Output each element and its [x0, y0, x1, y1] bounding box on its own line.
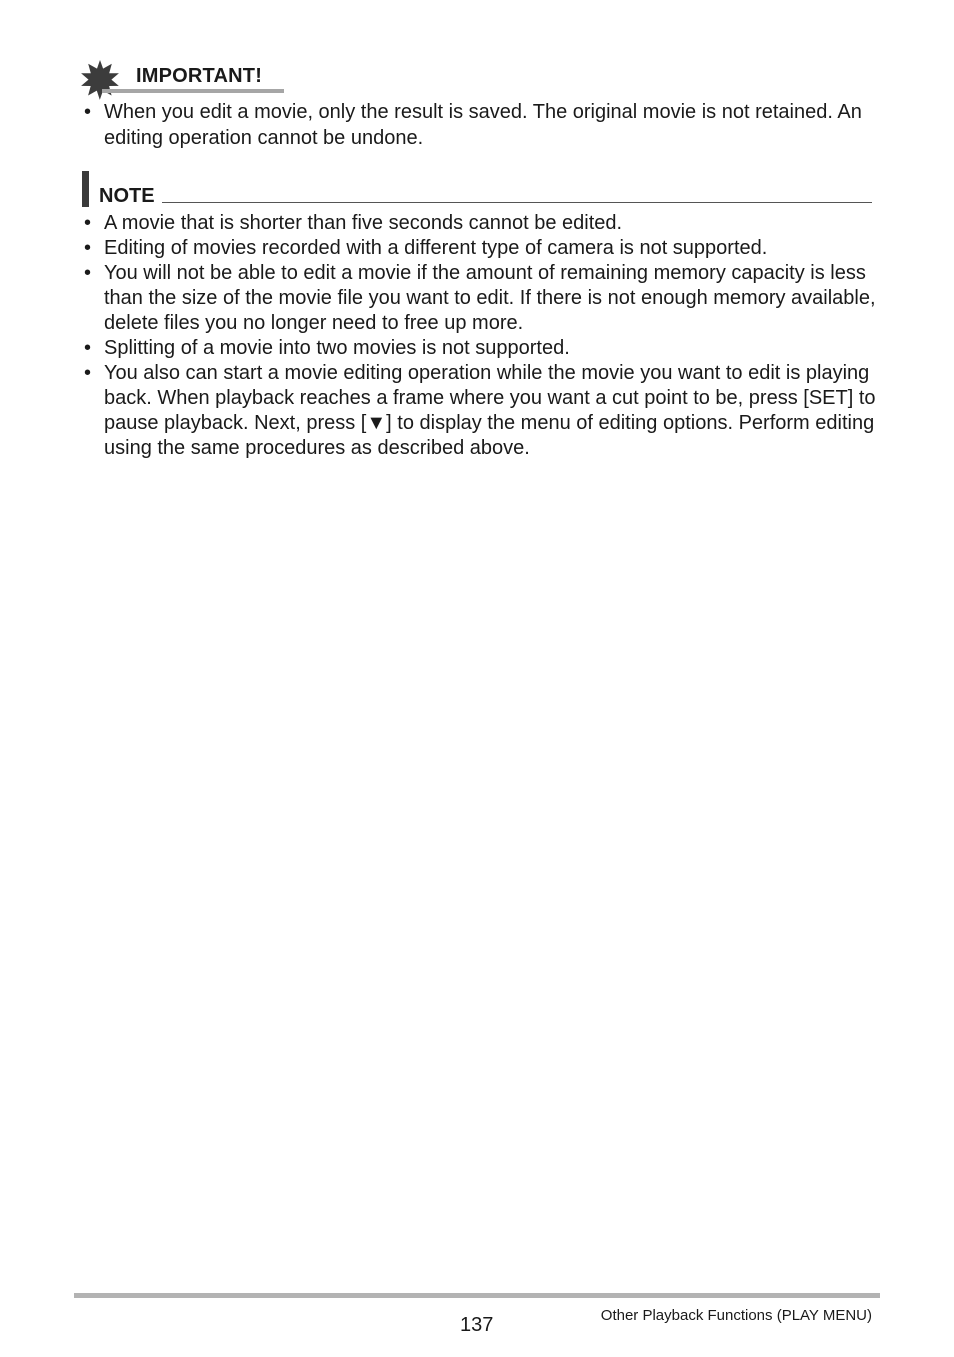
note-label: NOTE	[99, 185, 155, 207]
footer-rule	[74, 1293, 880, 1298]
page-number: 137	[460, 1314, 494, 1336]
list-item: • Splitting of a movie into two movies is not supported.	[84, 337, 570, 359]
list-item: • You will not be able to edit a movie if the amount of remaining memory capacity is less than the size of the movie file you want to edit. If there is not enough memory available, delete files you no longer need to free up more.	[84, 262, 876, 334]
important-list	[84, 99, 884, 151]
list-item-text: You will not be able to edit a movie if the amount of remaining memory capacity is less than the size of the movie file you want to edit. If there is not enough memory available, delete files you no longer need to free up more.	[104, 262, 876, 334]
footer-section-title: Other Playback Functions (PLAY MENU)	[600, 1307, 872, 1324]
list-item-text: Editing of movies recorded with a different type of camera is not supported.	[104, 237, 768, 259]
note-rule	[162, 202, 872, 203]
note-bar	[82, 171, 89, 207]
list-item: • When you edit a movie, only the result is saved. The original movie is not retained. An editing operation cannot be undone.	[84, 101, 862, 149]
note-heading	[82, 171, 874, 207]
important-underline	[102, 89, 284, 93]
list-item: • A movie that is shorter than five seconds cannot be edited.	[84, 212, 623, 234]
starburst-icon	[80, 60, 120, 100]
list-item: • You also can start a movie editing operation while the movie you want to edit is playing back. When playback reaches a frame where you want a cut point to be, press [SET] to pause playback. Next, press [▼] to display the menu of editing options. Perform editing using the same procedures as described above.	[84, 362, 876, 459]
list-item-text: A movie that is shorter than five seconds cannot be edited.	[104, 212, 623, 234]
list-item-text: When you edit a movie, only the result is saved. The original movie is not retained. An editing operation cannot be undone.	[104, 101, 862, 149]
important-heading	[80, 60, 290, 100]
important-label: IMPORTANT!	[136, 65, 263, 87]
list-item-text: Splitting of a movie into two movies is not supported.	[104, 337, 570, 359]
note-list	[84, 211, 884, 461]
list-item-text: You also can start a movie editing operation while the movie you want to edit is playing back. When playback reaches a frame where you want a cut point to be, press [SET] to pause playback. Next, press [▼] to display the menu of editing options. Perform editing using the same procedures as described above.	[104, 362, 876, 459]
list-item: • Editing of movies recorded with a different type of camera is not supported.	[84, 237, 768, 259]
